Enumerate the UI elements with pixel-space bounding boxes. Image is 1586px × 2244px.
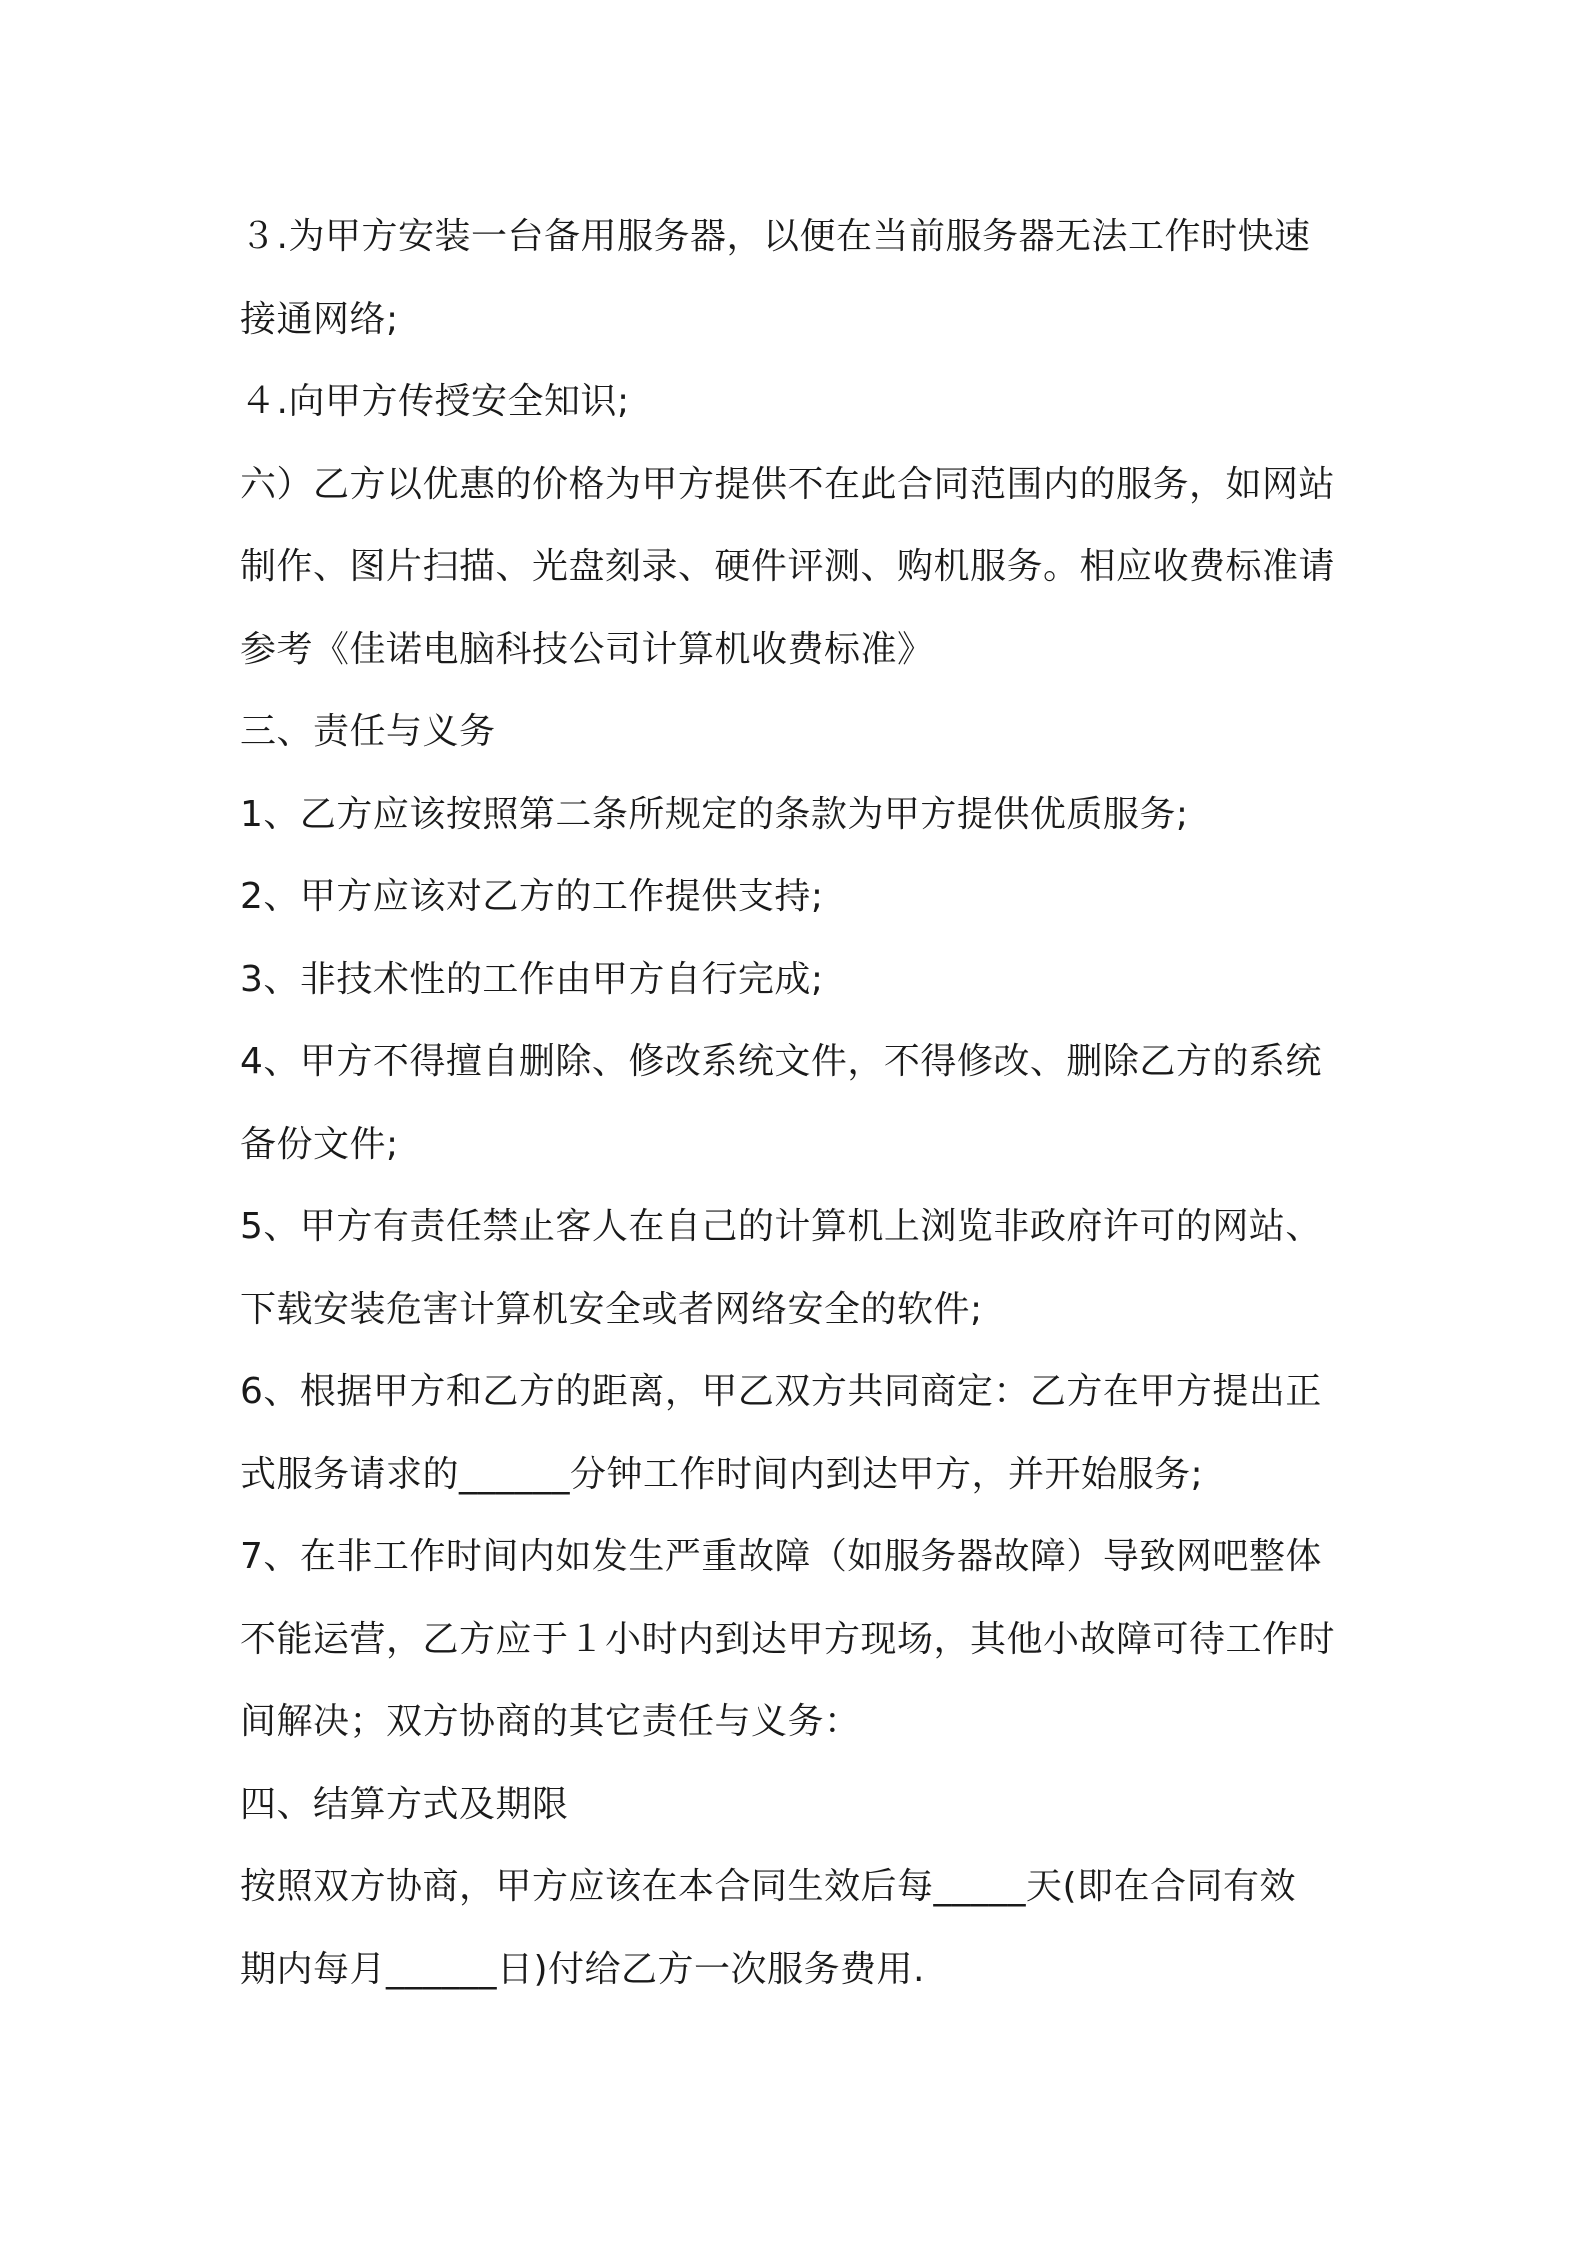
document-body (240, 196, 1360, 2011)
text-line: 接通网络; (240, 298, 399, 340)
text-line: 2、甲方应该对乙方的工作提供支持; (240, 876, 824, 917)
text-line: 5、甲方有责任禁止客人在自己的计算机上浏览非政府许可的网站、 (240, 1206, 1322, 1247)
text-line: 参考《佳诺电脑科技公司计算机收费标准》 (240, 628, 934, 670)
section-heading: 四、结算方式及期限 (240, 1783, 569, 1825)
text-line: 按照双方协商，甲方应该在本合同生效后每_____天(即在合同有效 (240, 1866, 1297, 1907)
text-line: 1、乙方应该按照第二条所规定的条款为甲方提供优质服务; (240, 793, 1189, 835)
text-line: ４.向甲方传授安全知识; (240, 381, 630, 422)
text-line: 7、在非工作时间内如发生严重故障（如服务器故障）导致网吧整体 (240, 1536, 1322, 1577)
text-line: 不能运营，乙方应于１小时内到达甲方现场，其他小故障可待工作时 (240, 1618, 1336, 1660)
text-line: 六）乙方以优惠的价格为甲方提供不在此合同范围内的服务，如网站 (240, 463, 1336, 505)
text-line: ３.为甲方安装一台备用服务器，以便在当前服务器无法工作时快速 (240, 216, 1311, 257)
text-line: 下载安装危害计算机安全或者网络安全的软件; (240, 1288, 983, 1330)
text-line: 制作、图片扫描、光盘刻录、硬件评测、购机服务。相应收费标准请 (240, 546, 1336, 587)
text-line: 3、非技术性的工作由甲方自行完成; (240, 958, 824, 1000)
text-line: 式服务请求的______分钟工作时间内到达甲方，并开始服务; (240, 1453, 1204, 1495)
text-line: 间解决；双方协商的其它责任与义务： (240, 1701, 861, 1742)
text-line: 4、甲方不得擅自删除、修改系统文件，不得修改、删除乙方的系统 (240, 1041, 1322, 1082)
text-line: 期内每月______日)付给乙方一次服务费用. (240, 1948, 925, 1990)
text-line: 6、根据甲方和乙方的距离，甲乙双方共同商定：乙方在甲方提出正 (240, 1371, 1322, 1412)
text-line: 备份文件; (240, 1123, 399, 1165)
section-heading: 三、责任与义务 (240, 711, 496, 752)
